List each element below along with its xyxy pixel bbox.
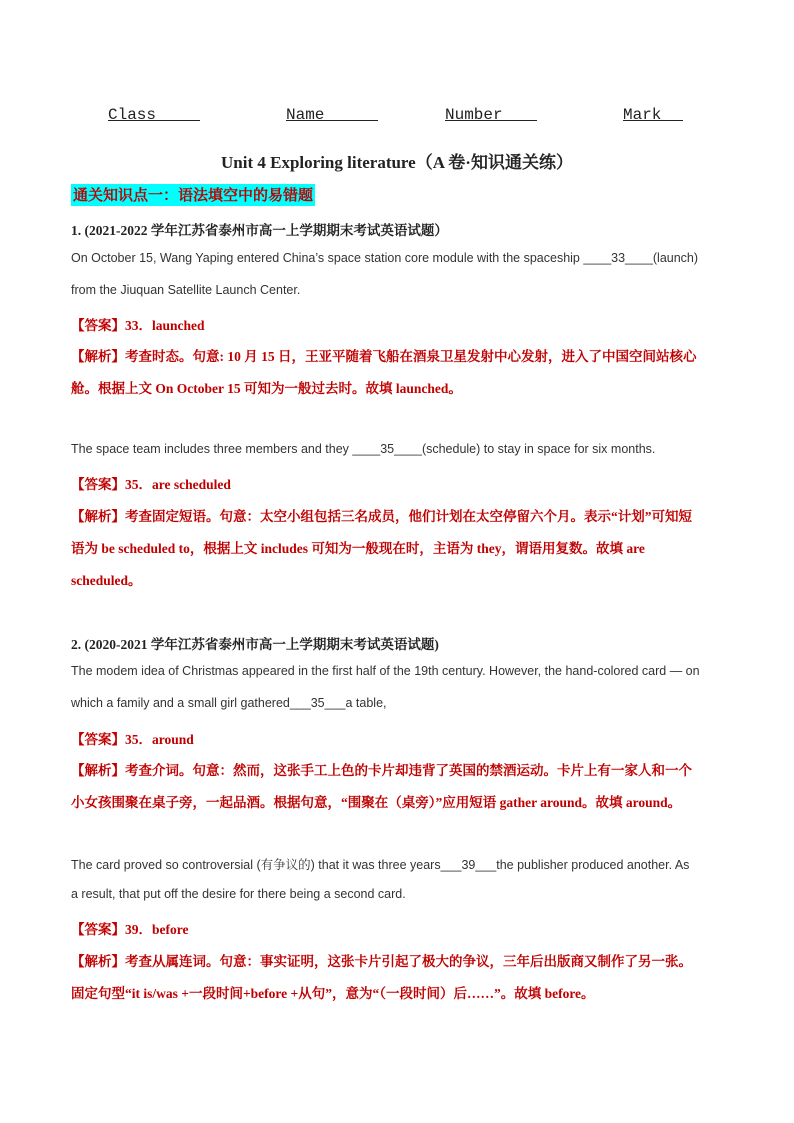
q2-item2-text-line2: a result, that put off the desire for there being a second card.	[71, 887, 406, 901]
q1-item2-answer: 【答案】35．are scheduled	[71, 477, 231, 492]
q1-item1-analysis-line1: 【解析】考查时态。句意: 10 月 15 日，王亚平随着飞船在酒泉卫星发射中心发射，进入了中国空间站核心	[71, 349, 697, 364]
q2-item2-answer: 【答案】39．before	[71, 922, 189, 937]
name-blank	[286, 106, 378, 121]
q2-item1-analysis-line2: 小女孩围聚在桌子旁，一起品酒。根据句意，“围聚在（桌旁）”应用短语 gather around。故填 around。	[71, 795, 682, 810]
q1-item1-text-b: (launch)	[652, 251, 699, 265]
q2-item1-text-b: a table,	[345, 696, 387, 710]
q2-item2-analysis-line2: 固定句型“it is/was +一段时间+before +从句”，意为“（一段时间）后……”。故填 before。	[71, 986, 595, 1001]
q1-item2-text-b: (schedule) to stay in space for six months.	[421, 442, 656, 456]
q1-item1-analysis-line2: 舱。根据上文 On October 15 可知为一般过去时。故填 launched。	[71, 381, 462, 396]
q2-item1-text	[71, 696, 387, 710]
q1-item2-analysis-line3: scheduled。	[71, 573, 142, 588]
page-title: Unit 4 Exploring literature（A 卷·知识通关练）	[221, 153, 573, 172]
q1-item2-analysis-line1: 【解析】考查固定短语。句意：太空小组包括三名成员，他们计划在太空停留六个月。表示“计划”可知短	[71, 509, 692, 524]
q2-item2-blank: ___39___	[440, 858, 497, 872]
q1-item2-text	[71, 442, 655, 456]
q1-item1-answer: 【答案】33．launched	[71, 318, 205, 333]
number-blank	[445, 106, 537, 121]
q2-item1-text-line1: The modem idea of Christmas appeared in the first half of the 19th century. However, the hand-colored card — on	[71, 664, 700, 678]
q2-item1-blank: ___35___	[289, 696, 346, 710]
q2-item2-analysis-line1: 【解析】考查从属连词。句意：事实证明，这张卡片引起了极大的争议，三年后出版商又制作了另一张。	[71, 954, 692, 969]
mark-blank	[623, 106, 683, 121]
q2-item1-text-a: which a family and a small girl gathered	[71, 696, 290, 710]
class-blank	[108, 106, 200, 121]
q1-item2-analysis-line2: 语为 be scheduled to，根据上文 includes 可知为一般现在时，主语为 they，谓语用复数。故填 are	[71, 541, 645, 556]
q1-item1-text-a: On October 15, Wang Yaping entered China’s space station core module with the spaceship	[71, 251, 584, 265]
q2-item2-text-b: the publisher produced another. As	[496, 858, 690, 872]
q1-item1-blank: ____33____	[583, 251, 653, 265]
section-tag: 通关知识点一：语法填空中的易错题	[73, 186, 314, 204]
q2-item2-text	[71, 855, 689, 873]
q1-item1-text-line2: from the Jiuquan Satellite Launch Center.	[71, 283, 301, 297]
question-2-source: 2. (2020-2021 学年江苏省泰州市高一上学期期末考试英语试题)	[71, 637, 439, 652]
q1-item2-blank: ____35____	[352, 442, 422, 456]
q1-item2-text-a: The space team includes three members and they	[71, 442, 353, 456]
number-label: Number	[445, 106, 503, 124]
q2-item1-answer: 【答案】35．around	[71, 732, 194, 747]
q2-item2-text-a: The card proved so controversial (有争议的) that it was three years	[71, 858, 441, 872]
name-label: Name	[286, 106, 325, 124]
question-1-source: 1. (2021-2022 学年江苏省泰州市高一上学期期末考试英语试题）	[71, 223, 448, 238]
q1-item1-text	[71, 251, 698, 265]
class-label: Class	[108, 106, 157, 124]
q2-item1-analysis-line1: 【解析】考查介词。句意：然而，这张手工上色的卡片却违背了英国的禁酒运动。卡片上有一家人和一个	[71, 763, 692, 778]
mark-label: Mark	[623, 106, 662, 124]
